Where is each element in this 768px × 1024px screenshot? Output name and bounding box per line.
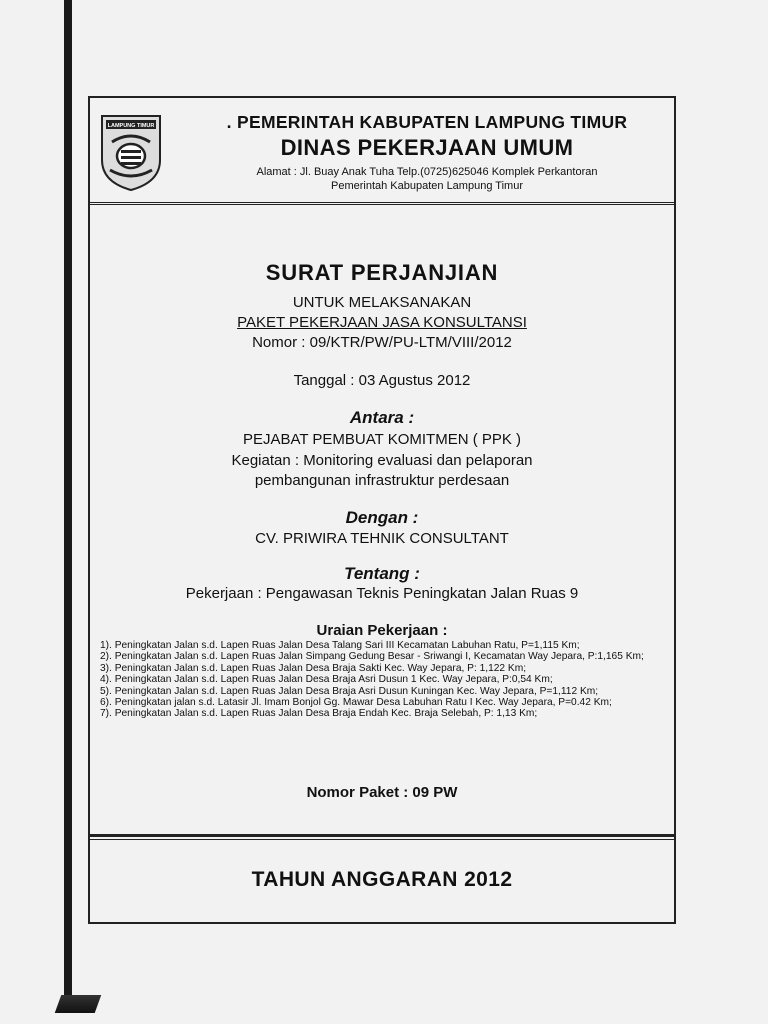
kegiatan-line-1: Kegiatan : Monitoring evaluasi dan pelaporan bbox=[231, 452, 533, 469]
address-line-2: Pemerintah Kabupaten Lampung Timur bbox=[330, 180, 523, 192]
tentang-label: Tentang : bbox=[344, 564, 420, 583]
pekerjaan-line: Pekerjaan : Pengawasan Teknis Peningkatan Jalan Ruas 9 bbox=[185, 585, 579, 602]
uraian-item: 6). Peningkatan jalan s.d. Latasir Jl. Imam Bonjol Gg. Mawar Desa Labuhan Ratu I Kec. Way Jepara, P=0.42 Km; bbox=[100, 697, 612, 709]
uraian-item: 2). Peningkatan Jalan s.d. Lapen Ruas Jalan Simpang Gedung Besar - Sriwangi I, Kecamatan Way Jepara, P:1,165 Km; bbox=[100, 651, 644, 663]
uraian-item: 7). Peningkatan Jalan s.d. Lapen Ruas Jalan Desa Braja Endah Kec. Braja Selebah, P: 1,13 Km; bbox=[100, 708, 538, 720]
binding-edge bbox=[64, 0, 72, 1000]
document-date: Tanggal : 03 Agustus 2012 bbox=[293, 372, 471, 389]
party-2: CV. PRIWIRA TEHNIK CONSULTANT bbox=[255, 530, 509, 547]
address-line-1: Alamat : Jl. Buay Anak Tuha Telp.(0725)625046 Komplek Perkantoran bbox=[256, 166, 598, 178]
divider bbox=[90, 834, 674, 840]
dengan-label: Dengan : bbox=[345, 508, 419, 527]
document-frame bbox=[88, 96, 676, 924]
uraian-list bbox=[100, 640, 670, 720]
regency-emblem-icon bbox=[98, 112, 164, 192]
kegiatan-line-2: pembangunan infrastruktur perdesaan bbox=[254, 472, 510, 489]
agency-name: DINAS PEKERJAAN UMUM bbox=[280, 135, 574, 160]
uraian-item: 3). Peningkatan Jalan s.d. Lapen Ruas Jalan Desa Braja Sakti Kec. Way Jepara, P: 1,122 Km; bbox=[100, 662, 527, 674]
uraian-item: 1). Peningkatan Jalan s.d. Lapen Ruas Jalan Desa Talang Sari III Kecamatan Labuhan Ratu, P=1,115 Km; bbox=[100, 640, 580, 651]
government-name: . PEMERINTAH KABUPATEN LAMPUNG TIMUR bbox=[226, 112, 628, 132]
nomor-paket: Nomor Paket : 09 PW bbox=[306, 784, 458, 801]
subtitle-1: UNTUK MELAKSANAKAN bbox=[292, 294, 472, 311]
letterhead bbox=[90, 98, 674, 205]
uraian-heading: Uraian Pekerjaan : bbox=[316, 622, 448, 639]
document-number: Nomor : 09/KTR/PW/PU-LTM/VIII/2012 bbox=[252, 334, 512, 351]
tahun-anggaran: TAHUN ANGGARAN 2012 bbox=[251, 868, 513, 891]
letterhead-text bbox=[180, 112, 674, 193]
party-1: PEJABAT PEMBUAT KOMITMEN ( PPK ) bbox=[242, 431, 522, 448]
binding-foot bbox=[55, 995, 102, 1013]
document-title: SURAT PERJANJIAN bbox=[265, 260, 499, 285]
emblem-text: LAMPUNG TIMUR bbox=[107, 123, 155, 129]
subtitle-2: PAKET PEKERJAAN JASA KONSULTANSI bbox=[237, 314, 527, 331]
antara-label: Antara : bbox=[349, 408, 415, 427]
uraian-item: 5). Peningkatan Jalan s.d. Lapen Ruas Jalan Desa Braja Asri Dusun Kuningan Kec. Way Jepara, P=1,112 Km; bbox=[100, 685, 599, 697]
uraian-item: 4). Peningkatan Jalan s.d. Lapen Ruas Jalan Desa Braja Asri Dusun 1 Kec. Way Jepara, P:0,54 Km; bbox=[100, 674, 553, 686]
